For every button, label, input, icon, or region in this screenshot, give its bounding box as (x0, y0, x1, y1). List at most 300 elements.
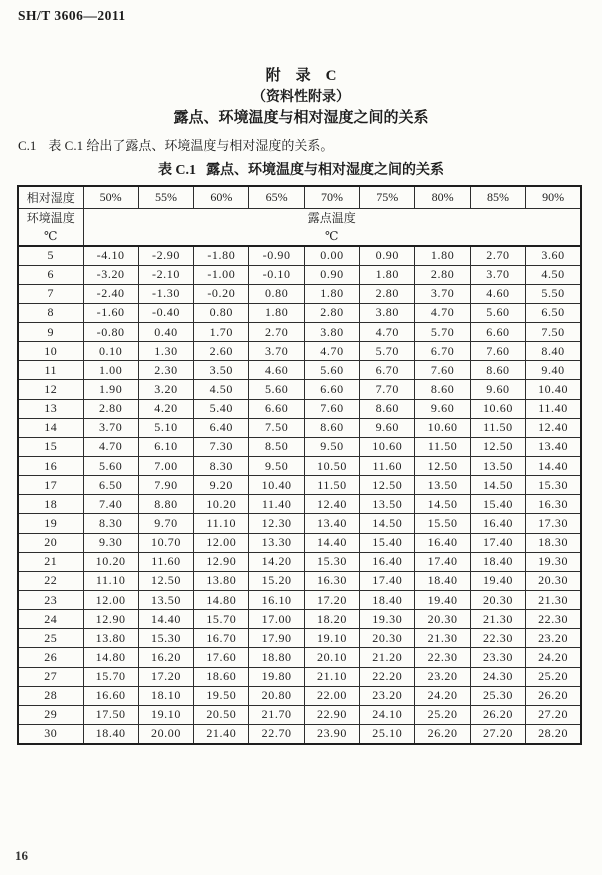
clause-text: 表 C.1 给出了露点、环境温度与相对湿度的关系。 (48, 138, 334, 153)
dew-point-cell: 8.60 (360, 399, 415, 418)
table-row (18, 246, 581, 265)
dew-point-cell: -0.90 (249, 246, 304, 265)
dew-point-cell: 0.90 (304, 265, 359, 284)
dew-point-cell: 17.40 (470, 533, 525, 552)
ambient-temp-cell: 30 (18, 725, 83, 744)
dew-point-cell: 3.70 (470, 265, 525, 284)
dew-point-cell: 12.50 (470, 437, 525, 456)
dew-point-cell: 2.80 (304, 303, 359, 322)
table-row (18, 591, 581, 610)
dew-point-cell: 11.60 (138, 552, 193, 571)
dew-point-cell: 15.30 (138, 629, 193, 648)
ambient-temp-cell: 18 (18, 495, 83, 514)
dew-point-cell: 14.40 (138, 610, 193, 629)
dew-point-cell: 4.50 (194, 380, 249, 399)
table-row (18, 610, 581, 629)
dew-point-cell: 17.90 (249, 629, 304, 648)
dew-point-cell: 15.30 (526, 476, 581, 495)
dew-point-cell: 25.30 (470, 686, 525, 705)
table-caption-label: 表 C.1 (157, 163, 197, 178)
appendix-heading: 露点、环境温度与相对湿度之间的关系 (173, 110, 429, 126)
dew-point-cell: 8.50 (249, 437, 304, 456)
humidity-header-75: 75% (360, 186, 415, 208)
appendix-title: 附 录 C (265, 68, 337, 84)
dew-point-cell: -1.60 (83, 303, 138, 322)
dew-point-cell: 11.60 (360, 457, 415, 476)
table-row (18, 380, 581, 399)
dew-point-cell: 13.50 (138, 591, 193, 610)
dew-point-cell: 16.40 (360, 552, 415, 571)
dew-point-cell: 13.30 (249, 533, 304, 552)
dew-point-cell: 26.20 (526, 686, 581, 705)
dew-point-cell: 5.50 (526, 284, 581, 303)
dew-point-cell: 21.20 (360, 648, 415, 667)
dew-point-cell: 2.30 (138, 361, 193, 380)
table-row (18, 725, 581, 744)
dew-point-cell: 22.70 (249, 725, 304, 744)
ambient-temp-header-label: 环境温度 (26, 210, 75, 225)
dew-point-cell: 23.30 (470, 648, 525, 667)
ambient-temp-cell: 20 (18, 533, 83, 552)
dew-point-cell: 13.50 (470, 457, 525, 476)
dew-point-cell: 4.70 (360, 323, 415, 342)
dew-point-cell: 4.70 (83, 437, 138, 456)
dew-point-cell: 19.50 (194, 686, 249, 705)
ambient-temp-cell: 24 (18, 610, 83, 629)
dew-point-cell: 21.10 (304, 667, 359, 686)
dew-point-cell: 10.70 (138, 533, 193, 552)
dew-point-cell: 9.60 (470, 380, 525, 399)
humidity-header-80: 80% (415, 186, 470, 208)
dew-point-cell: 22.90 (304, 705, 359, 724)
dew-point-cell: 5.70 (415, 323, 470, 342)
dew-point-cell: 10.50 (304, 457, 359, 476)
dew-point-cell: 18.30 (526, 533, 581, 552)
dew-point-cell: 5.60 (304, 361, 359, 380)
dew-point-cell: 11.50 (470, 418, 525, 437)
dew-point-cell: 3.50 (194, 361, 249, 380)
table-row (18, 418, 581, 437)
dew-point-cell: 7.50 (526, 323, 581, 342)
ambient-temp-cell: 6 (18, 265, 83, 284)
dew-point-cell: 5.60 (470, 303, 525, 322)
dew-point-cell: 3.20 (138, 380, 193, 399)
dew-point-cell: 16.70 (194, 629, 249, 648)
dew-point-cell: 18.40 (360, 591, 415, 610)
dew-point-cell: 19.30 (360, 610, 415, 629)
dew-point-cell: 4.50 (526, 265, 581, 284)
table-row (18, 437, 581, 456)
dew-point-cell: 18.80 (249, 648, 304, 667)
humidity-header-55: 55% (138, 186, 193, 208)
dew-point-cell: 8.40 (526, 342, 581, 361)
ambient-temp-cell: 8 (18, 303, 83, 322)
dew-point-cell: 23.20 (415, 667, 470, 686)
dew-point-cell: -3.20 (83, 265, 138, 284)
dew-point-cell: 15.20 (249, 571, 304, 590)
dew-point-cell: 5.60 (83, 457, 138, 476)
dew-point-cell: 0.10 (83, 342, 138, 361)
dew-point-cell: 1.30 (138, 342, 193, 361)
dew-point-cell: 13.50 (415, 476, 470, 495)
table-row (18, 323, 581, 342)
dew-point-cell: 22.30 (470, 629, 525, 648)
dew-point-cell: 19.10 (304, 629, 359, 648)
dew-point-cell: 18.40 (470, 552, 525, 571)
dew-point-cell: 19.40 (470, 571, 525, 590)
table-row (18, 648, 581, 667)
dew-point-span-header (83, 208, 581, 246)
dew-point-cell: 1.70 (194, 323, 249, 342)
dew-point-cell: 4.70 (415, 303, 470, 322)
dew-point-cell: 14.50 (470, 476, 525, 495)
dew-point-cell: 22.00 (304, 686, 359, 705)
dew-point-cell: 7.60 (415, 361, 470, 380)
dew-point-cell: 24.20 (415, 686, 470, 705)
dew-point-cell: 22.30 (415, 648, 470, 667)
dew-point-cell: 12.50 (360, 476, 415, 495)
ambient-temp-cell: 27 (18, 667, 83, 686)
corner-header-relative-humidity: 相对湿度 (18, 186, 83, 208)
dew-point-cell: 11.10 (83, 571, 138, 590)
dew-point-cell: 15.30 (304, 552, 359, 571)
dew-point-cell: 2.80 (83, 399, 138, 418)
dew-point-cell: 14.80 (83, 648, 138, 667)
dew-point-cell: 7.00 (138, 457, 193, 476)
dew-point-cell: 7.70 (360, 380, 415, 399)
ambient-temp-cell: 19 (18, 514, 83, 533)
dew-point-cell: 10.20 (83, 552, 138, 571)
dew-point-cell: 20.30 (415, 610, 470, 629)
clause-paragraph (18, 135, 584, 154)
dew-point-cell: 23.90 (304, 725, 359, 744)
dew-point-cell: 16.30 (526, 495, 581, 514)
dew-point-cell: 7.40 (83, 495, 138, 514)
dew-point-cell: 4.20 (138, 399, 193, 418)
dew-point-cell: 1.80 (415, 246, 470, 265)
dew-point-cell: 1.00 (83, 361, 138, 380)
table-row (18, 399, 581, 418)
dew-point-cell: 2.70 (249, 323, 304, 342)
dew-point-cell: 8.80 (138, 495, 193, 514)
page-number: 16 (15, 848, 28, 863)
table-row (18, 342, 581, 361)
ambient-temp-cell: 13 (18, 399, 83, 418)
dew-point-cell: 2.80 (415, 265, 470, 284)
dew-point-cell: -2.10 (138, 265, 193, 284)
dew-point-cell: 10.60 (360, 437, 415, 456)
humidity-header-90: 90% (526, 186, 581, 208)
table-row (18, 667, 581, 686)
dew-point-cell: 24.10 (360, 705, 415, 724)
standard-number-header: SH/T 3606—2011 (18, 8, 126, 23)
dew-point-cell: 17.60 (194, 648, 249, 667)
ambient-temp-cell: 21 (18, 552, 83, 571)
dew-point-cell: 25.10 (360, 725, 415, 744)
dew-point-cell: 21.30 (415, 629, 470, 648)
dew-point-cell: 2.60 (194, 342, 249, 361)
dew-point-cell: 0.90 (360, 246, 415, 265)
dew-point-cell: 13.40 (526, 437, 581, 456)
dew-point-cell: -1.00 (194, 265, 249, 284)
clause-number: C.1 (18, 138, 37, 153)
ambient-temp-cell: 11 (18, 361, 83, 380)
dew-point-cell: 4.70 (304, 342, 359, 361)
dew-point-cell: 17.40 (415, 552, 470, 571)
dew-point-cell: 21.30 (526, 591, 581, 610)
dew-point-cell: 7.60 (304, 399, 359, 418)
dew-point-cell: 0.80 (194, 303, 249, 322)
dew-point-cell: 6.60 (249, 399, 304, 418)
dew-point-cell: 20.30 (526, 571, 581, 590)
dew-point-cell: 14.50 (360, 514, 415, 533)
dew-point-table (17, 185, 582, 745)
dew-point-cell: 26.20 (470, 705, 525, 724)
dew-point-cell: 3.60 (526, 246, 581, 265)
dew-point-cell: 13.80 (83, 629, 138, 648)
dew-point-cell: 18.40 (415, 571, 470, 590)
dew-point-cell: 20.30 (360, 629, 415, 648)
dew-point-cell: 9.70 (138, 514, 193, 533)
ambient-temp-cell: 15 (18, 437, 83, 456)
dew-point-cell: 23.20 (526, 629, 581, 648)
dew-point-cell: 9.50 (249, 457, 304, 476)
dew-point-cell: 17.40 (360, 571, 415, 590)
dew-point-cell: 23.20 (360, 686, 415, 705)
dew-point-cell: 12.50 (138, 571, 193, 590)
ambient-temp-cell: 29 (18, 705, 83, 724)
table-row (18, 552, 581, 571)
dew-point-cell: 1.80 (360, 265, 415, 284)
dew-point-cell: 18.10 (138, 686, 193, 705)
dew-point-cell: 6.70 (415, 342, 470, 361)
dew-point-cell: 16.10 (249, 591, 304, 610)
dew-point-cell: 5.70 (360, 342, 415, 361)
dew-point-cell: 13.80 (194, 571, 249, 590)
table-row (18, 495, 581, 514)
dew-point-cell: 7.90 (138, 476, 193, 495)
dew-point-cell: 25.20 (415, 705, 470, 724)
dew-point-cell: -0.80 (83, 323, 138, 342)
table-row (18, 571, 581, 590)
dew-point-cell: 12.90 (83, 610, 138, 629)
dew-point-cell: 9.50 (304, 437, 359, 456)
dew-point-cell: 6.60 (470, 323, 525, 342)
dew-point-cell: 10.40 (249, 476, 304, 495)
dew-point-cell: -0.20 (194, 284, 249, 303)
ambient-temp-cell: 16 (18, 457, 83, 476)
dew-point-cell: 9.30 (83, 533, 138, 552)
ambient-temp-cell: 25 (18, 629, 83, 648)
dew-point-cell: 14.20 (249, 552, 304, 571)
dew-point-cell: 14.40 (526, 457, 581, 476)
dew-point-cell: 8.30 (83, 514, 138, 533)
table-row (18, 686, 581, 705)
dew-point-cell: 22.20 (360, 667, 415, 686)
dew-point-cell: 17.30 (526, 514, 581, 533)
ambient-temp-cell: 7 (18, 284, 83, 303)
dew-point-cell: 12.50 (415, 457, 470, 476)
dew-point-cell: 1.90 (83, 380, 138, 399)
dew-point-cell: 16.20 (138, 648, 193, 667)
dew-point-cell: 11.10 (194, 514, 249, 533)
dew-point-cell: 11.40 (249, 495, 304, 514)
dew-point-cell: 20.50 (194, 705, 249, 724)
dew-point-cell: 14.80 (194, 591, 249, 610)
dew-point-header-label: 露点温度 (307, 210, 356, 225)
dew-point-cell: 0.00 (304, 246, 359, 265)
table-row (18, 514, 581, 533)
dew-point-cell: -4.10 (83, 246, 138, 265)
dew-point-cell: 0.80 (249, 284, 304, 303)
dew-point-cell: -0.40 (138, 303, 193, 322)
table-row (18, 533, 581, 552)
dew-point-cell: 13.40 (304, 514, 359, 533)
dew-point-cell: 9.20 (194, 476, 249, 495)
dew-point-cell: 21.40 (194, 725, 249, 744)
dew-point-cell: 6.70 (360, 361, 415, 380)
dew-point-cell: 9.60 (360, 418, 415, 437)
dew-point-cell: 19.30 (526, 552, 581, 571)
dew-point-cell: 12.40 (304, 495, 359, 514)
dew-point-cell: 26.20 (415, 725, 470, 744)
dew-point-cell: 11.50 (304, 476, 359, 495)
ambient-temp-cell: 14 (18, 418, 83, 437)
ambient-temp-cell: 9 (18, 323, 83, 342)
humidity-header-row (18, 186, 581, 208)
table-row (18, 457, 581, 476)
dew-point-cell: 6.40 (194, 418, 249, 437)
dew-point-cell: 7.30 (194, 437, 249, 456)
ambient-temp-cell: 28 (18, 686, 83, 705)
dew-point-cell: 27.20 (526, 705, 581, 724)
dew-point-cell: 10.20 (194, 495, 249, 514)
dew-point-cell: 18.60 (194, 667, 249, 686)
dew-point-cell: 12.90 (194, 552, 249, 571)
dew-point-cell: 5.40 (194, 399, 249, 418)
dew-point-cell: 27.20 (470, 725, 525, 744)
dew-point-cell: 8.60 (470, 361, 525, 380)
humidity-header-65: 65% (249, 186, 304, 208)
ambient-temp-cell: 26 (18, 648, 83, 667)
dew-point-cell: 10.60 (470, 399, 525, 418)
dew-point-cell: 15.40 (360, 533, 415, 552)
dew-point-cell: 24.20 (526, 648, 581, 667)
dew-point-cell: 21.70 (249, 705, 304, 724)
dew-point-cell: 20.00 (138, 725, 193, 744)
dew-point-cell: 6.50 (526, 303, 581, 322)
dew-point-cell: 19.80 (249, 667, 304, 686)
dew-point-cell: 20.30 (470, 591, 525, 610)
humidity-header-85: 85% (470, 186, 525, 208)
dew-point-header-unit: ℃ (325, 228, 339, 243)
dew-point-cell: 17.50 (83, 705, 138, 724)
dew-point-cell: 7.60 (470, 342, 525, 361)
dew-point-cell: 6.10 (138, 437, 193, 456)
dew-point-cell: 10.40 (526, 380, 581, 399)
dew-point-cell: 16.40 (470, 514, 525, 533)
dew-point-cell: 17.20 (304, 591, 359, 610)
dew-point-cell: 15.40 (470, 495, 525, 514)
dew-point-cell: 9.40 (526, 361, 581, 380)
table-row (18, 303, 581, 322)
dew-point-cell: -2.40 (83, 284, 138, 303)
dew-point-cell: 28.20 (526, 725, 581, 744)
dew-point-cell: 9.60 (415, 399, 470, 418)
sub-header-row (18, 208, 581, 246)
dew-point-cell: 3.70 (249, 342, 304, 361)
table-row (18, 629, 581, 648)
dew-point-cell: 16.40 (415, 533, 470, 552)
ambient-temp-cell: 23 (18, 591, 83, 610)
table-caption-text: 露点、环境温度与相对湿度之间的关系 (206, 163, 445, 178)
dew-point-cell: 12.00 (83, 591, 138, 610)
table-row (18, 284, 581, 303)
dew-point-cell: 2.80 (360, 284, 415, 303)
dew-point-cell: 20.10 (304, 648, 359, 667)
dew-point-cell: 6.60 (304, 380, 359, 399)
dew-point-cell: 6.50 (83, 476, 138, 495)
ambient-temp-header (18, 208, 83, 246)
dew-point-cell: 15.70 (83, 667, 138, 686)
dew-point-cell: 16.30 (304, 571, 359, 590)
dew-point-cell: 8.30 (194, 457, 249, 476)
dew-point-cell: 3.80 (304, 323, 359, 342)
ambient-temp-cell: 5 (18, 246, 83, 265)
dew-point-cell: 5.10 (138, 418, 193, 437)
dew-point-cell: 1.80 (249, 303, 304, 322)
table-row (18, 476, 581, 495)
dew-point-cell: 0.40 (138, 323, 193, 342)
dew-point-cell: 8.60 (304, 418, 359, 437)
dew-point-cell: 19.10 (138, 705, 193, 724)
dew-point-cell: 16.60 (83, 686, 138, 705)
dew-point-cell: 10.60 (415, 418, 470, 437)
dew-point-cell: 3.80 (360, 303, 415, 322)
appendix-subtitle: （资料性附录） (252, 90, 350, 105)
dew-point-cell: 24.30 (470, 667, 525, 686)
table-row (18, 265, 581, 284)
dew-point-cell: 12.40 (526, 418, 581, 437)
dew-point-cell: 7.50 (249, 418, 304, 437)
dew-point-cell: 11.50 (415, 437, 470, 456)
dew-point-cell: 22.30 (526, 610, 581, 629)
humidity-header-60: 60% (194, 186, 249, 208)
dew-point-cell: 12.30 (249, 514, 304, 533)
dew-point-cell: -2.90 (138, 246, 193, 265)
dew-point-cell: 18.20 (304, 610, 359, 629)
table-row (18, 361, 581, 380)
dew-point-cell: 21.30 (470, 610, 525, 629)
ambient-temp-cell: 10 (18, 342, 83, 361)
table-row (18, 705, 581, 724)
dew-point-cell: 4.60 (470, 284, 525, 303)
dew-point-cell: -0.10 (249, 265, 304, 284)
dew-point-cell: 17.20 (138, 667, 193, 686)
table-body (18, 246, 581, 744)
dew-point-cell: 8.60 (415, 380, 470, 399)
ambient-temp-cell: 12 (18, 380, 83, 399)
dew-point-cell: 3.70 (415, 284, 470, 303)
dew-point-cell: 11.40 (526, 399, 581, 418)
ambient-temp-cell: 17 (18, 476, 83, 495)
humidity-header-50: 50% (83, 186, 138, 208)
dew-point-cell: 4.60 (249, 361, 304, 380)
dew-point-cell: 15.50 (415, 514, 470, 533)
dew-point-cell: 18.40 (83, 725, 138, 744)
dew-point-cell: 5.60 (249, 380, 304, 399)
dew-point-cell: 25.20 (526, 667, 581, 686)
